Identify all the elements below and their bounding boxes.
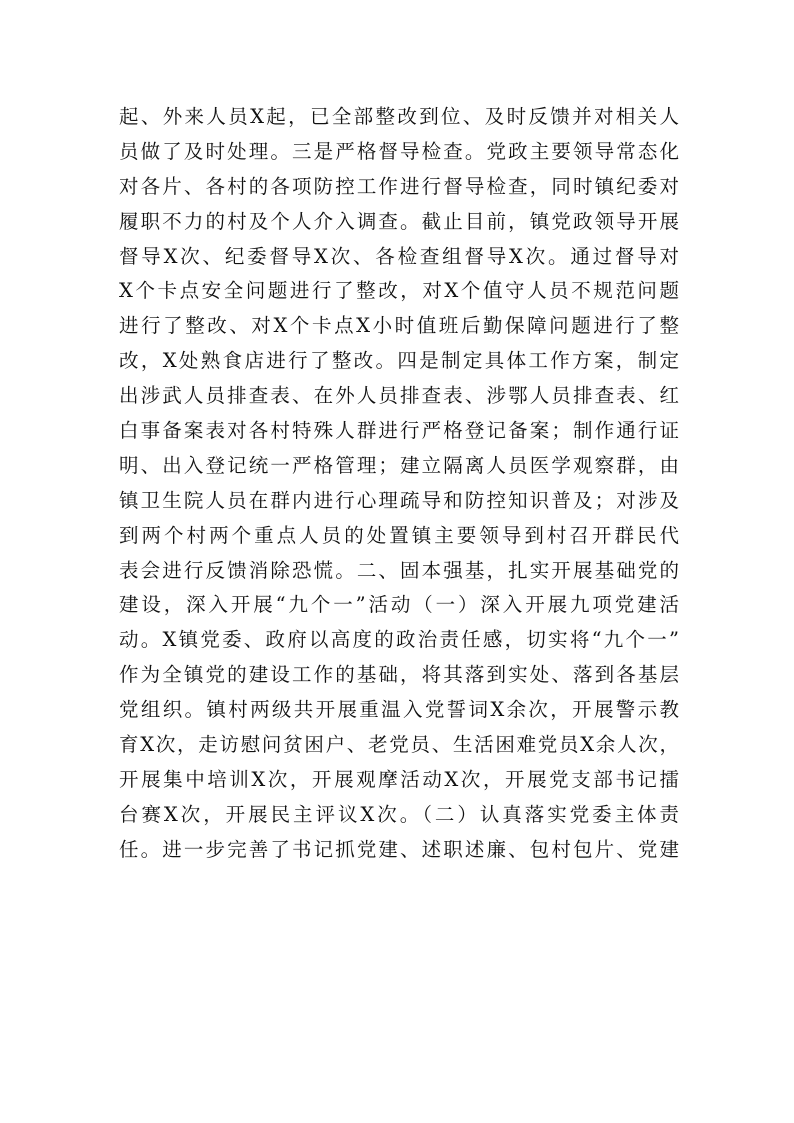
text-line: 员做了及时处理。三是严格督导检查。党政主要领导常态化: [119, 139, 679, 163]
text-line: 白事备案表对各村特殊人群进行严格登记备案；制作通行证: [119, 419, 679, 443]
text-line: 改，X处熟食店进行了整改。四是制定具体工作方案，制定: [119, 349, 679, 373]
text-line: 党组织。镇村两级共开展重温入党誓词X余次，开展警示教: [119, 698, 679, 722]
text-line: 开展集中培训X次，开展观摩活动X次，开展党支部书记擂: [119, 767, 679, 791]
text-line: 明、出入登记统一严格管理；建立隔离人员医学观察群，由: [119, 453, 679, 477]
text-line: 任。进一步完善了书记抓党建、述职述廉、包村包片、党建: [119, 837, 679, 861]
text-line: 起、外来人员X起，已全部整改到位、及时反馈并对相关人: [119, 105, 679, 128]
text-line: 镇卫生院人员在群内进行心理疏导和防控知识普及；对涉及: [119, 488, 679, 512]
text-line: 作为全镇党的建设工作的基础，将其落到实处、落到各基层: [119, 663, 679, 687]
text-line: X个卡点安全问题进行了整改，对X个值守人员不规范问题: [119, 279, 679, 303]
text-line: 督导X次、纪委督导X次、各检查组督导X次。通过督导对: [119, 244, 679, 268]
text-line: 出涉武人员排查表、在外人员排查表、涉鄂人员排查表、红: [119, 384, 679, 408]
text-line: 建设，深入开展“九个一”活动（一）深入开展九项党建活: [119, 593, 679, 617]
body-text: [119, 100, 679, 868]
text-line: 到两个村两个重点人员的处置镇主要领导到村召开群民代: [119, 523, 679, 547]
text-line: 进行了整改、对X个卡点X小时值班后勤保障问题进行了整: [119, 314, 679, 338]
text-line: 台赛X次，开展民主评议X次。（二）认真落实党委主体责: [119, 802, 679, 826]
text-line: 对各片、各村的各项防控工作进行督导检查，同时镇纪委对: [119, 174, 679, 198]
text-line: 育X次，走访慰问贫困户、老党员、生活困难党员X余人次，: [119, 733, 679, 757]
text-line: 履职不力的村及个人介入调查。截止目前，镇党政领导开展: [119, 209, 679, 233]
text-line: 表会进行反馈消除恐慌。二、固本强基，扎实开展基础党的: [119, 558, 679, 582]
text-line: 动。X镇党委、政府以高度的政治责任感，切实将“九个一”: [119, 628, 679, 652]
